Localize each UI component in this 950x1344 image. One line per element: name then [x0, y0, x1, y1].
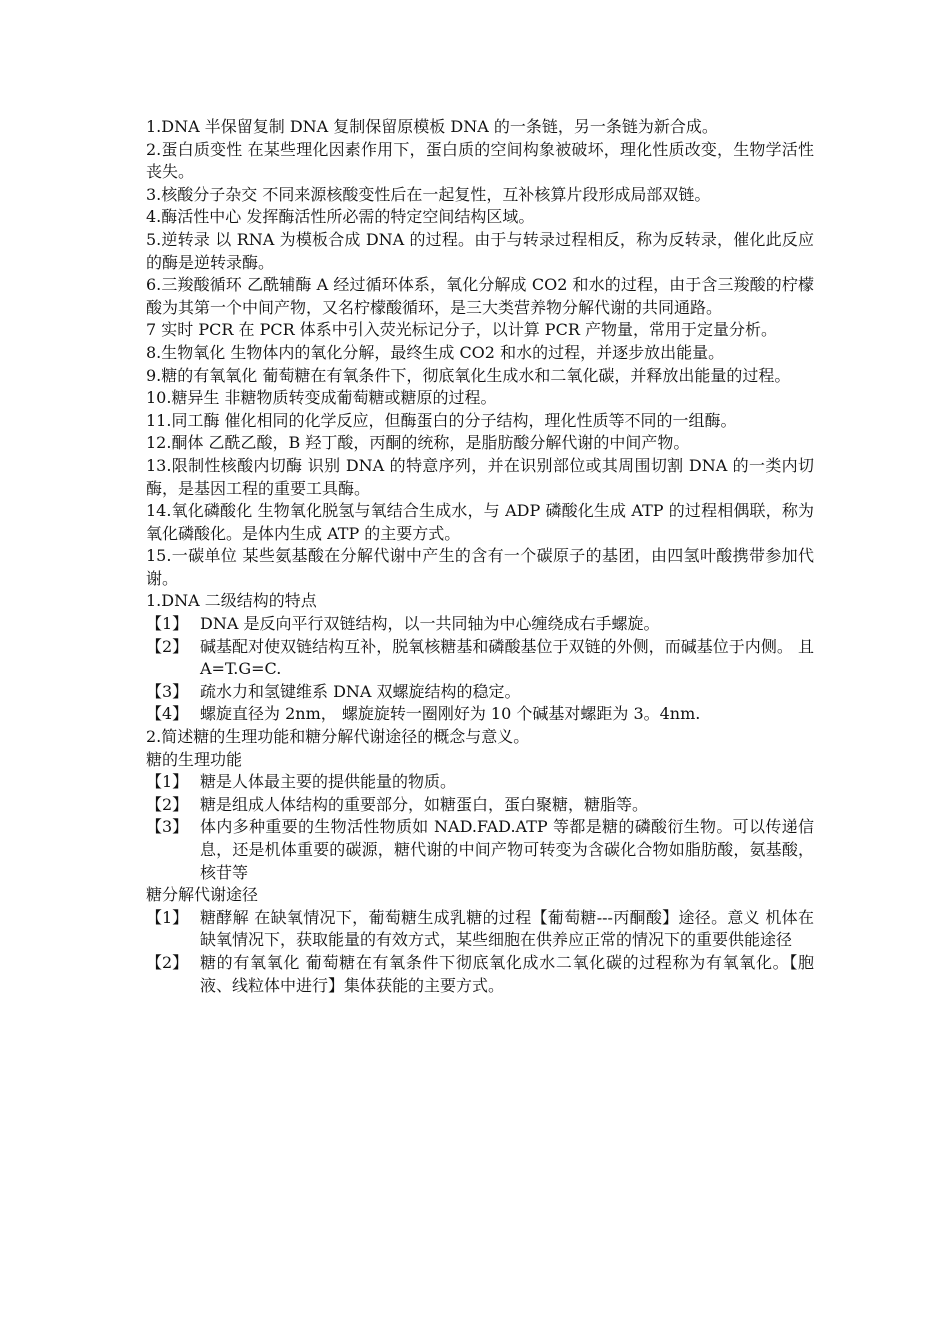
answer-point: [146, 681, 814, 704]
definition-list: [146, 116, 814, 590]
subheading: 糖的生理功能: [146, 749, 243, 769]
point-text: 糖的有氧氧化 葡萄糖在有氧条件下彻底氧化成水二氧化碳的过程称为有氧氧化。【胞液、线粒体中进行】集体获能的主要方式。: [200, 952, 814, 995]
question-heading: 1.DNA 二级结构的特点: [146, 591, 317, 611]
point-number: 【3】: [146, 817, 189, 837]
point-text: 疏水力和氢键维系 DNA 双螺旋结构的稳定。: [200, 681, 521, 701]
definition-item: 13.限制性核酸内切酶 识别 DNA 的特意序列，并在识别部位或其周围切割 DNA 的一类内切酶，是基因工程的重要工具酶。: [146, 455, 814, 498]
answer-point: [146, 794, 814, 817]
definition-item: 11.同工酶 催化相同的化学反应，但酶蛋白的分子结构，理化性质等不同的一组酶。: [146, 410, 737, 430]
definition-item: 6.三羧酸循环 乙酰辅酶 A 经过循环体系，氧化分解成 CO2 和水的过程，由于含三羧酸的柠檬酸为其第一个中间产物，又名柠檬酸循环，是三大类营养物分解代谢的共同通路。: [146, 275, 814, 317]
point-number: 【1】: [146, 907, 189, 927]
definition-item: 9.糖的有氧氧化 葡萄糖在有氧条件下，彻底氧化生成水和二氧化碳，并释放出能量的过程。: [146, 365, 791, 385]
document-page: [146, 116, 814, 997]
answer-point: [146, 952, 814, 997]
point-text: 糖酵解 在缺氧情况下，葡萄糖生成乳糖的过程【葡萄糖---丙酮酸】途径。意义 机体在缺氧情况下，获取能量的有效方式，某些细胞在供养应正常的情况下的重要供能途径: [200, 907, 814, 950]
definition-item: 7 实时 PCR 在 PCR 体系中引入荧光标记分子，以计算 PCR 产物量，常用于定量分析。: [146, 320, 777, 340]
definition-item: 2.蛋白质变性 在某些理化因素作用下，蛋白质的空间构象被破坏，理化性质改变，生物学活性丧失。: [146, 139, 814, 182]
definition-item: 5.逆转录 以 RNA 为模板合成 DNA 的过程。由于与转录过程相反，称为反转录，催化此反应的酶是逆转录酶。: [146, 229, 814, 272]
definition-item: 4.酶活性中心 发挥酶活性所必需的特定空间结构区域。: [146, 207, 535, 227]
answer-point: [146, 703, 814, 726]
answer-point: [146, 771, 814, 794]
point-number: 【1】: [146, 772, 189, 792]
question-heading: 2.简述糖的生理功能和糖分解代谢途径的概念与意义。: [146, 727, 530, 747]
question-sugar-metabolism: [146, 726, 814, 997]
answer-point: [146, 907, 814, 952]
definition-item: 14.氧化磷酸化 生物氧化脱氢与氧结合生成水，与 ADP 磷酸化生成 ATP 的过程相偶联，称为氧化磷酸化。是体内生成 ATP 的主要方式。: [146, 501, 814, 543]
answer-point: [146, 636, 814, 681]
point-text: 糖是组成人体结构的重要部分，如糖蛋白，蛋白聚糖，糖脂等。: [200, 794, 649, 814]
point-text: 碱基配对使双链结构互补，脱氧核糖基和磷酸基位于双链的外侧，而碱基位于内侧。 且 A=T.G=C.: [200, 636, 814, 679]
point-text: 体内多种重要的生物活性物质如 NAD.FAD.ATP 等都是糖的磷酸衍生物。可以传递信息，还是机体重要的碳源，糖代谢的中间产物可转变为含碳化合物如脂肪酸，氨基酸，核苷等: [200, 817, 814, 882]
point-number: 【2】: [146, 794, 189, 814]
definition-item: 15.一碳单位 某些氨基酸在分解代谢中产生的含有一个碳原子的基团，由四氢叶酸携带参加代谢。: [146, 546, 814, 588]
point-number: 【1】: [146, 614, 189, 634]
definition-item: 12.酮体 乙酰乙酸，B 羟丁酸，丙酮的统称，是脂肪酸分解代谢的中间产物。: [146, 433, 690, 453]
definition-item: 8.生物氧化 生物体内的氧化分解，最终生成 CO2 和水的过程，并逐步放出能量。: [146, 342, 725, 362]
answer-point: [146, 613, 814, 636]
subheading: 糖分解代谢途径: [146, 885, 259, 905]
point-text: 螺旋直径为 2nm， 螺旋旋转一圈刚好为 10 个碱基对螺距为 3。4nm.: [200, 704, 701, 724]
point-number: 【2】: [146, 952, 189, 972]
answer-point: [146, 816, 814, 884]
point-number: 【2】: [146, 636, 189, 656]
point-text: DNA 是反向平行双链结构，以一共同轴为中心缠绕成右手螺旋。: [200, 614, 660, 634]
question-dna-structure: [146, 590, 814, 726]
point-number: 【4】: [146, 704, 189, 724]
definition-item: 10.糖异生 非糖物质转变成葡萄糖或糖原的过程。: [146, 388, 497, 408]
definition-item: 1.DNA 半保留复制 DNA 复制保留原模板 DNA 的一条链，另一条链为新合成。: [146, 117, 718, 136]
point-text: 糖是人体最主要的提供能量的物质。: [200, 772, 457, 792]
definition-item: 3.核酸分子杂交 不同来源核酸变性后在一起复性，互补核算片段形成局部双链。: [146, 184, 711, 204]
point-number: 【3】: [146, 681, 189, 701]
